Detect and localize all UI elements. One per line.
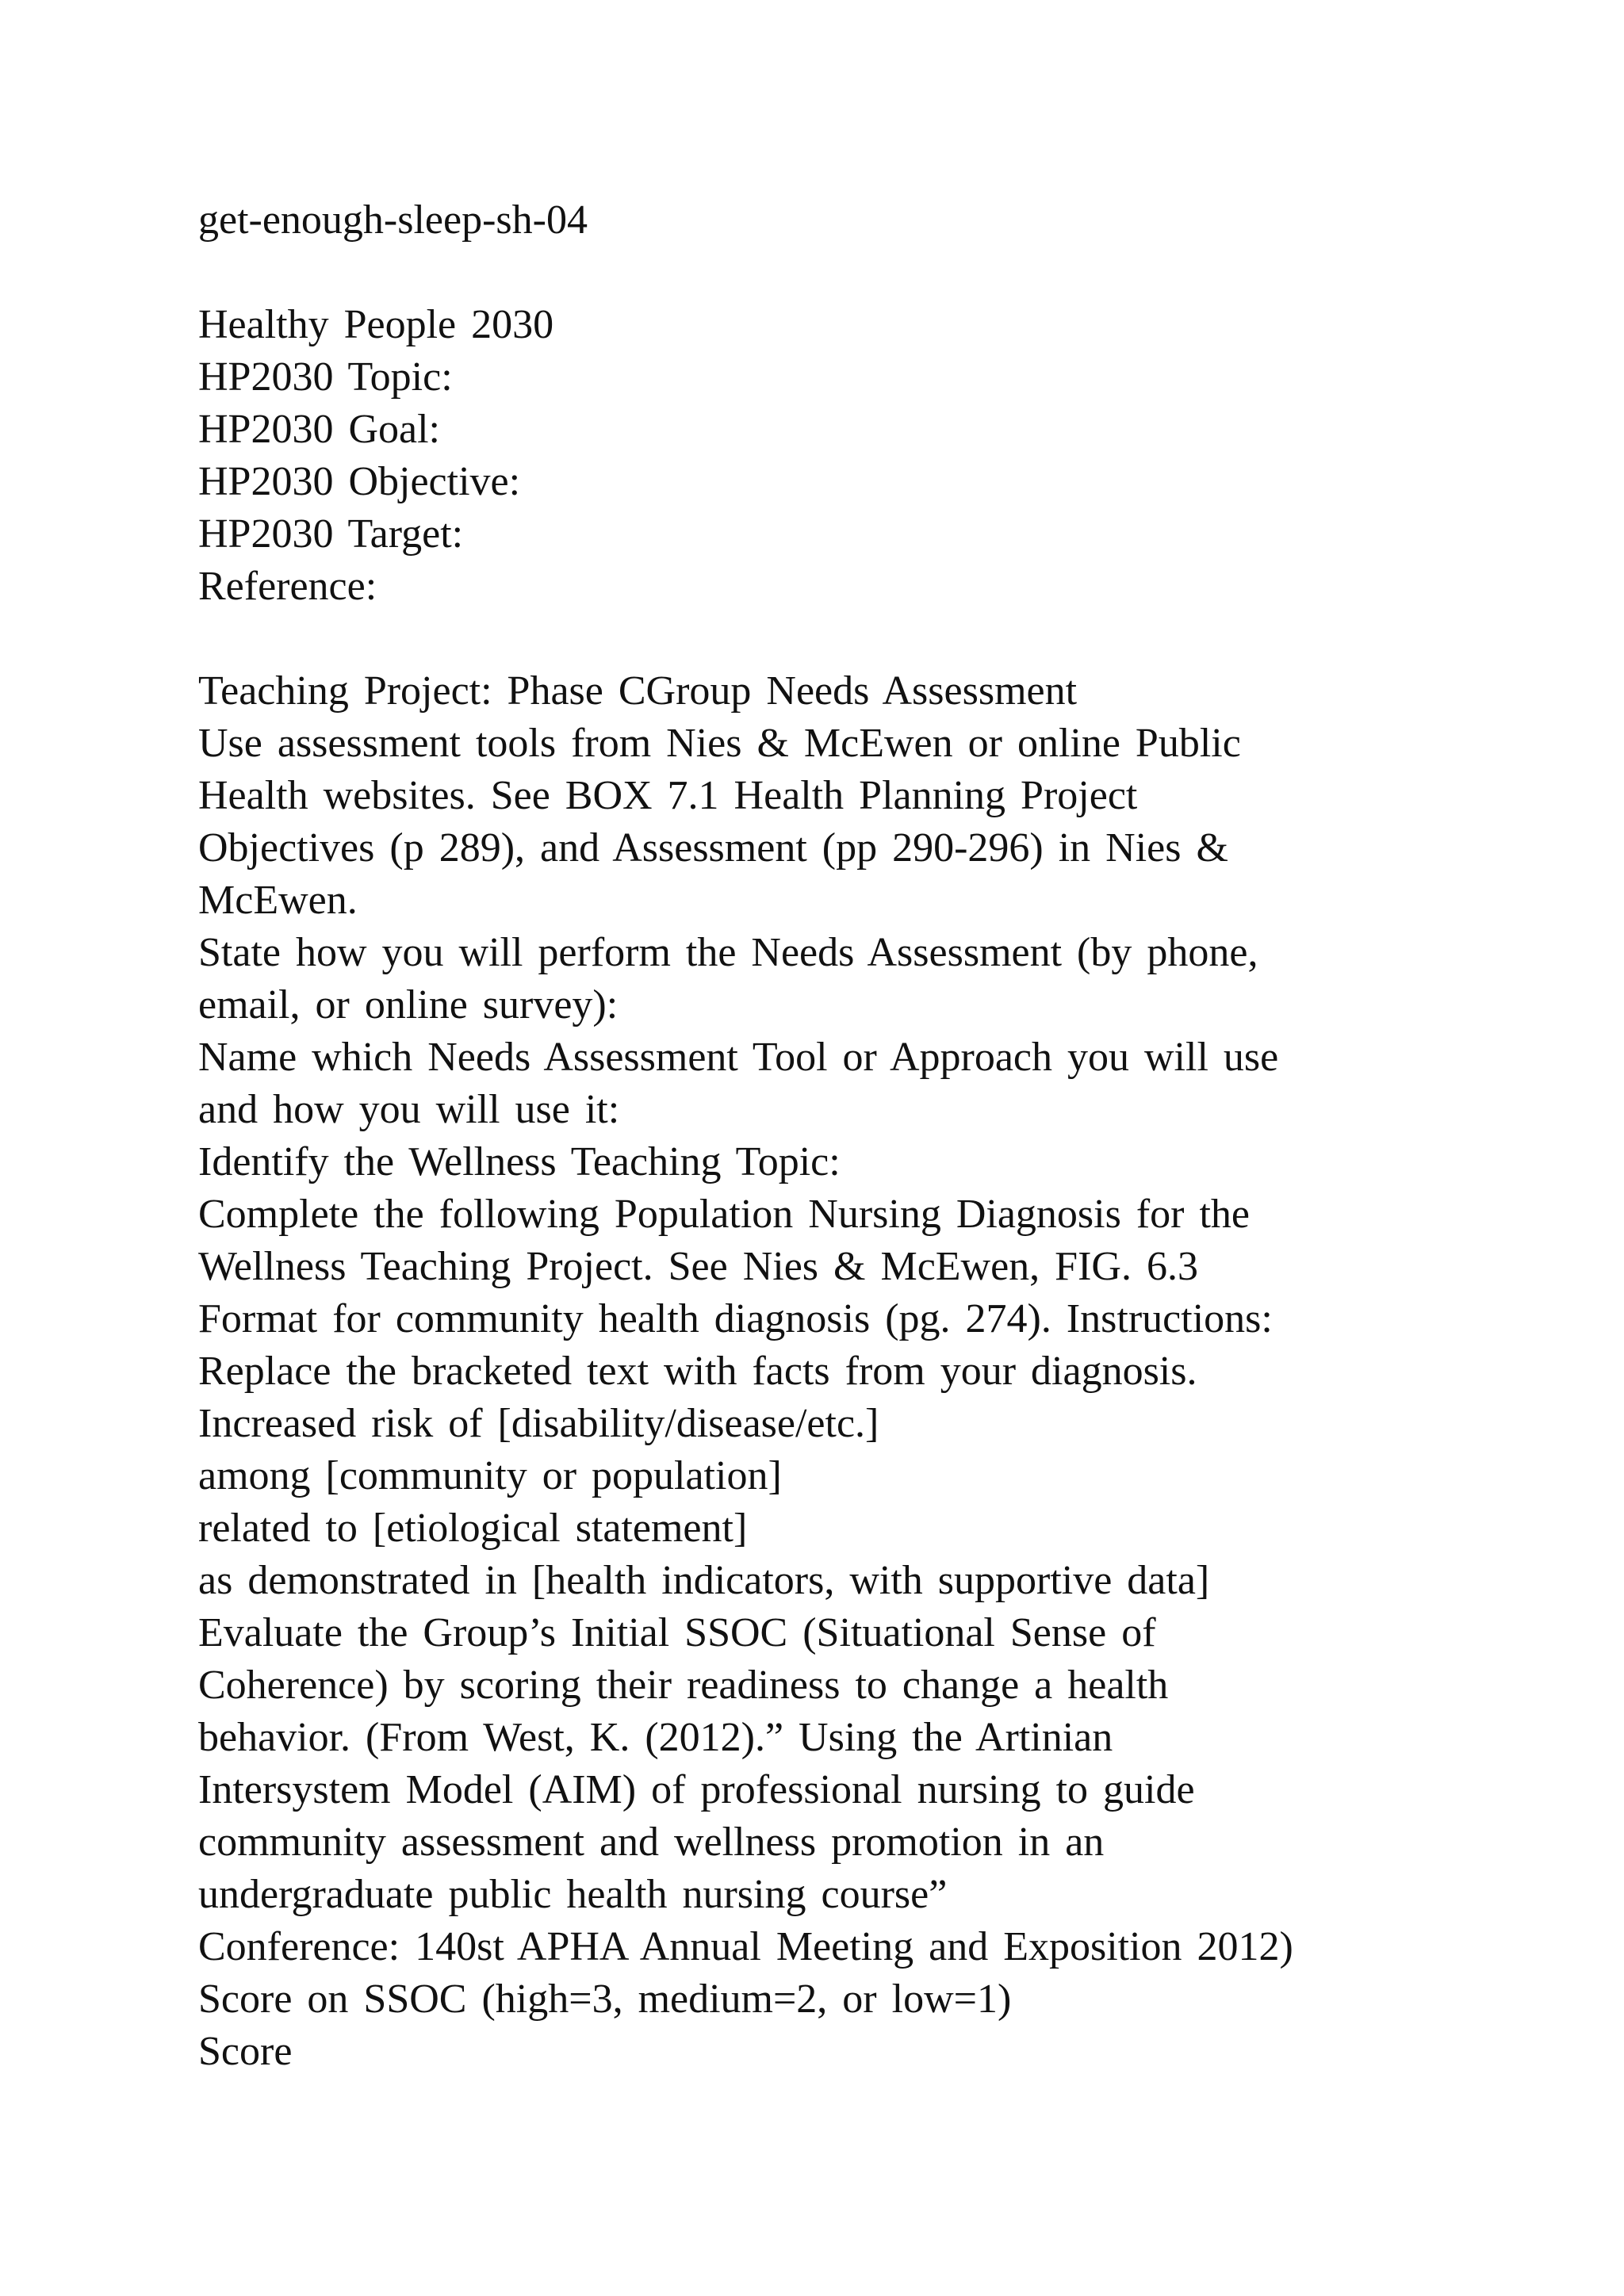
body-line: Complete the following Population Nursing Diagnosis for the bbox=[198, 1192, 1250, 1237]
body-line: Health websites. See BOX 7.1 Health Planning Project bbox=[198, 773, 1138, 818]
hp-goal-label: HP2030 Goal: bbox=[198, 407, 440, 452]
body-line: Score on SSOC (high=3, medium=2, or low=1) bbox=[198, 1976, 1012, 2022]
hp-topic-label: HP2030 Topic: bbox=[198, 354, 453, 400]
body-line: Evaluate the Group’s Initial SSOC (Situational Sense of bbox=[198, 1610, 1156, 1655]
body-line: Objectives (p 289), and Assessment (pp 290-296) in Nies & bbox=[198, 825, 1228, 871]
body-line: Use assessment tools from Nies & McEwen or online Public bbox=[198, 721, 1241, 766]
body-line: as demonstrated in [health indicators, with supportive data] bbox=[198, 1558, 1210, 1603]
document-body bbox=[198, 194, 1467, 2078]
body-line: Increased risk of [disability/disease/etc.] bbox=[198, 1401, 879, 1446]
body-line: State how you will perform the Needs Assessment (by phone, bbox=[198, 930, 1258, 975]
hp-section-title: Healthy People 2030 bbox=[198, 302, 554, 347]
spacer bbox=[198, 613, 1467, 665]
hp-target-label: HP2030 Target: bbox=[198, 511, 464, 557]
body-line: behavior. (From West, K. (2012).” Using the Artinian bbox=[198, 1715, 1113, 1760]
header-label: get-enough-sleep-sh-04 bbox=[198, 197, 588, 243]
body-line: Format for community health diagnosis (pg. 274). Instructions: bbox=[198, 1296, 1273, 1341]
body-line: Intersystem Model (AIM) of professional nursing to guide bbox=[198, 1767, 1195, 1812]
spacer bbox=[198, 247, 1467, 299]
hp-reference-label: Reference: bbox=[198, 564, 377, 609]
body-line: undergraduate public health nursing course” bbox=[198, 1872, 948, 1917]
body-line: Name which Needs Assessment Tool or Approach you will use bbox=[198, 1035, 1279, 1080]
hp-objective-label: HP2030 Objective: bbox=[198, 459, 521, 504]
body-line: Score bbox=[198, 2029, 293, 2074]
body-line: Replace the bracketed text with facts from your diagnosis. bbox=[198, 1349, 1197, 1394]
body-line: email, or online survey): bbox=[198, 982, 619, 1027]
body-line: Wellness Teaching Project. See Nies & McEwen, FIG. 6.3 bbox=[198, 1244, 1198, 1289]
body-line: McEwen. bbox=[198, 878, 358, 923]
teaching-section-title: Teaching Project: Phase CGroup Needs Assessment bbox=[198, 668, 1078, 714]
body-line: related to [etiological statement] bbox=[198, 1506, 748, 1551]
body-line: Identify the Wellness Teaching Topic: bbox=[198, 1139, 841, 1184]
body-line: Conference: 140st APHA Annual Meeting and Exposition 2012) bbox=[198, 1924, 1293, 1969]
body-line: community assessment and wellness promotion in an bbox=[198, 1820, 1105, 1865]
body-line: Coherence) by scoring their readiness to change a health bbox=[198, 1663, 1169, 1708]
body-line: and how you will use it: bbox=[198, 1087, 620, 1132]
body-line: among [community or population] bbox=[198, 1453, 782, 1498]
